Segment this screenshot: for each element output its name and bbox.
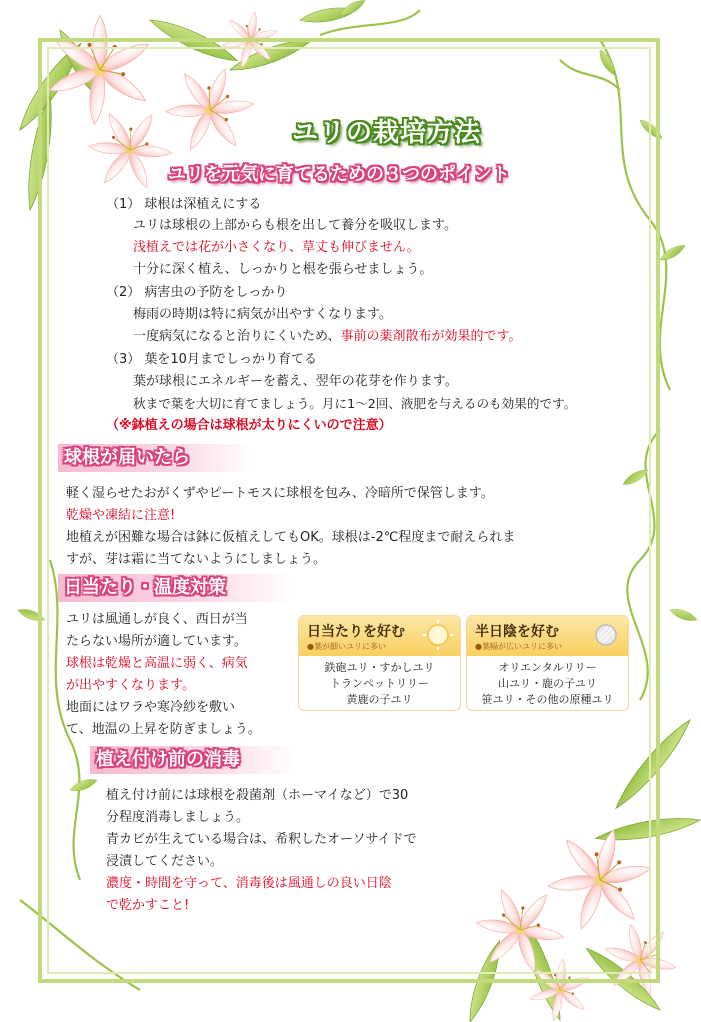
- full-sun-list: [299, 660, 460, 708]
- arrival-line: 地植えが困難な場合は鉢に仮植えしてもOK。球根は-2℃程度まで耐えられま: [66, 530, 516, 545]
- list-item: オリエンタルリリー: [498, 661, 597, 674]
- disinfect-line: 分程度消毒しましょう。: [106, 810, 250, 825]
- full-sun-header: [299, 616, 460, 656]
- disinfect-line: 浸漬してください。: [106, 854, 224, 869]
- disinfect-line: 植え付け前には球根を殺菌剤（ホーマイなど）で30: [106, 788, 409, 803]
- point-3-line: 秋まで葉を大切に育てましょう。月に1～2回、液肥を与えるのも効果的です。: [133, 396, 577, 411]
- disinfect-line: 青カビが生えている場合は、希釈したオーソサイドで: [106, 832, 417, 847]
- arrival-line: すが、芽は霜に当てないようにしましょう。: [66, 552, 327, 567]
- list-item: 笹ユリ・その他の原種ユリ: [481, 693, 614, 706]
- sun-preference-panel: [298, 615, 628, 709]
- list-item: 山ユリ・鹿の子ユリ: [498, 677, 597, 690]
- sun-warning: が出やすくなります。: [66, 678, 195, 693]
- shade-sun-icon: [590, 619, 622, 651]
- point-3-heading: （3） 葉を10月までしっかり育てる: [106, 352, 317, 367]
- partial-shade-header: [467, 616, 628, 656]
- partial-shade-box: [466, 615, 629, 711]
- list-item: トランペットリリー: [330, 677, 429, 690]
- point-2-heading: （2） 病害虫の予防をしっかり: [106, 285, 288, 300]
- pot-note: （※鉢植えの場合は球根が太りにくいので注意）: [106, 418, 392, 433]
- sun-icon: [422, 619, 454, 651]
- sun-line: たらない場所が適しています。: [66, 634, 247, 649]
- sun-line: て、地温の上昇を防ぎましょう。: [66, 722, 261, 737]
- partial-shade-title: 半日陰を好む: [475, 624, 559, 640]
- section-heading-disinfect: 植え付け前の消毒: [90, 746, 296, 774]
- full-sun-title: 日当たりを好む: [307, 624, 405, 640]
- list-item: 鉄砲ユリ・すかしユリ: [324, 661, 435, 674]
- full-sun-box: [298, 615, 461, 711]
- section-heading-arrival: 球根が届いたら: [58, 444, 254, 472]
- arrival-line: 軽く湿らせたおがくずやピートモスに球根を包み、冷暗所で保管します。: [66, 486, 494, 501]
- partial-shade-list: [467, 660, 628, 708]
- page-title: ユリの栽培方法: [292, 118, 482, 148]
- disinfect-warning: 濃度・時間を守って、消毒後は風通しの良い日陰: [106, 876, 392, 891]
- arrival-warning: 乾燥や凍結に注意!: [66, 508, 176, 523]
- full-sun-subtitle: ●葉が細いユリに多い: [307, 642, 386, 651]
- point-1-warning: 浅植えでは花が小さくなり、草丈も伸びません。: [133, 240, 420, 255]
- section-heading-sun: 日当たり・温度対策: [58, 574, 294, 602]
- point-3-line: 葉が球根にエネルギーを蓄え、翌年の花芽を作ります。: [133, 374, 458, 389]
- sun-line: 地面にはワラや寒冷紗を敷い: [66, 700, 236, 715]
- point-1-line: ユリは球根の上部からも根を出して養分を吸収します。: [133, 218, 457, 233]
- point-2-text: 一度病気になると治りにくいため、: [133, 329, 341, 344]
- sun-line: ユリは風通しが良く、西日が当: [66, 612, 248, 627]
- point-2-line: 梅雨の時期は特に病気が出やすくなります。: [133, 307, 392, 322]
- point-1-line: 十分に深く植え、しっかりと根を張らせましょう。: [133, 262, 433, 277]
- point-1-heading: （1） 球根は深植えにする: [106, 197, 262, 212]
- page-subtitle: ユリを元気に育てるための３つのポイント: [168, 164, 510, 185]
- partial-shade-subtitle: ●葉幅が広いユリに多い: [475, 642, 562, 651]
- sun-warning: 球根は乾燥と高温に弱く、病気: [66, 656, 248, 671]
- point-2-warning: 事前の薬剤散布が効果的です。: [340, 329, 522, 344]
- disinfect-warning: で乾かすこと!: [106, 898, 190, 913]
- point-2-line: [133, 327, 521, 347]
- list-item: 黄鹿の子ユリ: [346, 693, 413, 706]
